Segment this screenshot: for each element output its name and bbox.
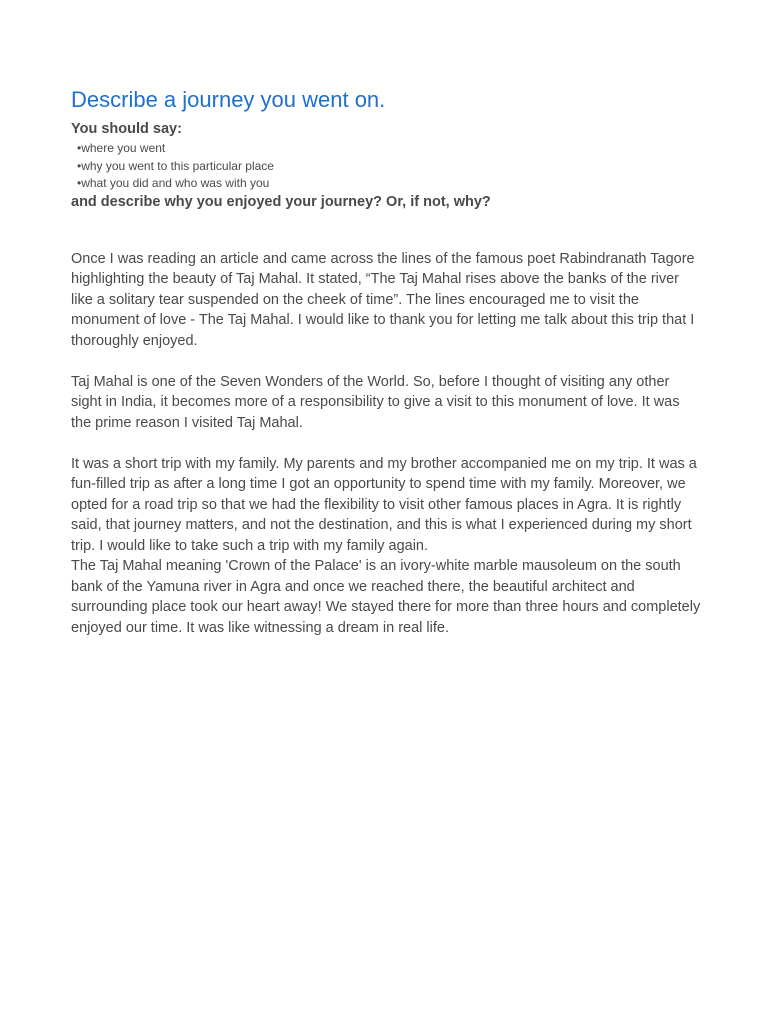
essay-paragraph-visit: The Taj Mahal meaning 'Crown of the Palace' is an ivory-white marble mausoleum on the south bank of the Yamuna river in Agra and once we reached there, the beautiful architect and surrounding place took our heart away! We stayed there for more than three hours and completely enjoyed our time. It was like witnessing a dream in real life. — [71, 558, 701, 636]
cue-card — [71, 120, 711, 211]
cue-card-item-why: •why you went to this particular place — [77, 158, 274, 173]
cue-card-item-what: •what you did and who was with you — [77, 176, 270, 190]
cue-card-item-where: •where you went — [77, 141, 166, 155]
cue-card-question: and describe why you enjoyed your journey? Or, if not, why? — [71, 193, 491, 210]
essay-paragraph-intro: Once I was reading an article and came across the lines of the famous poet Rabindranath Tagore highlighting the beauty of Taj Mahal. It stated, “The Taj Mahal rises above the banks of the river like a solitary tear suspended on the cheek of time”. The lines encouraged me to visit the monument of love - The Taj Mahal. I would like to thank you for letting me talk about this trip that I thoroughly enjoyed. — [71, 250, 695, 349]
essay-paragraph-trip: It was a short trip with my family. My parents and my brother accompanied me on my trip. It was a fun-filled trip as after a long time I got an opportunity to spend time with my family. Moreover, we opted for a road trip so that we had the flexibility to visit other famous places in Agra. It is rightly said, that journey matters, and not the destination, and this is what I experienced during my short trip. I would like to take such a trip with my family again. — [71, 455, 697, 554]
essay-body — [71, 249, 711, 639]
cue-card-list — [71, 140, 711, 193]
essay-paragraph-reason: Taj Mahal is one of the Seven Wonders of the World. So, before I thought of visiting any other sight in India, it becomes more of a responsibility to give a visit to this monument of love. It was the prime reason I visited Taj Mahal. — [71, 373, 680, 431]
page-title: Describe a journey you went on. — [71, 87, 386, 112]
document-page — [71, 86, 711, 638]
cue-card-lead: You should say: — [71, 121, 182, 137]
